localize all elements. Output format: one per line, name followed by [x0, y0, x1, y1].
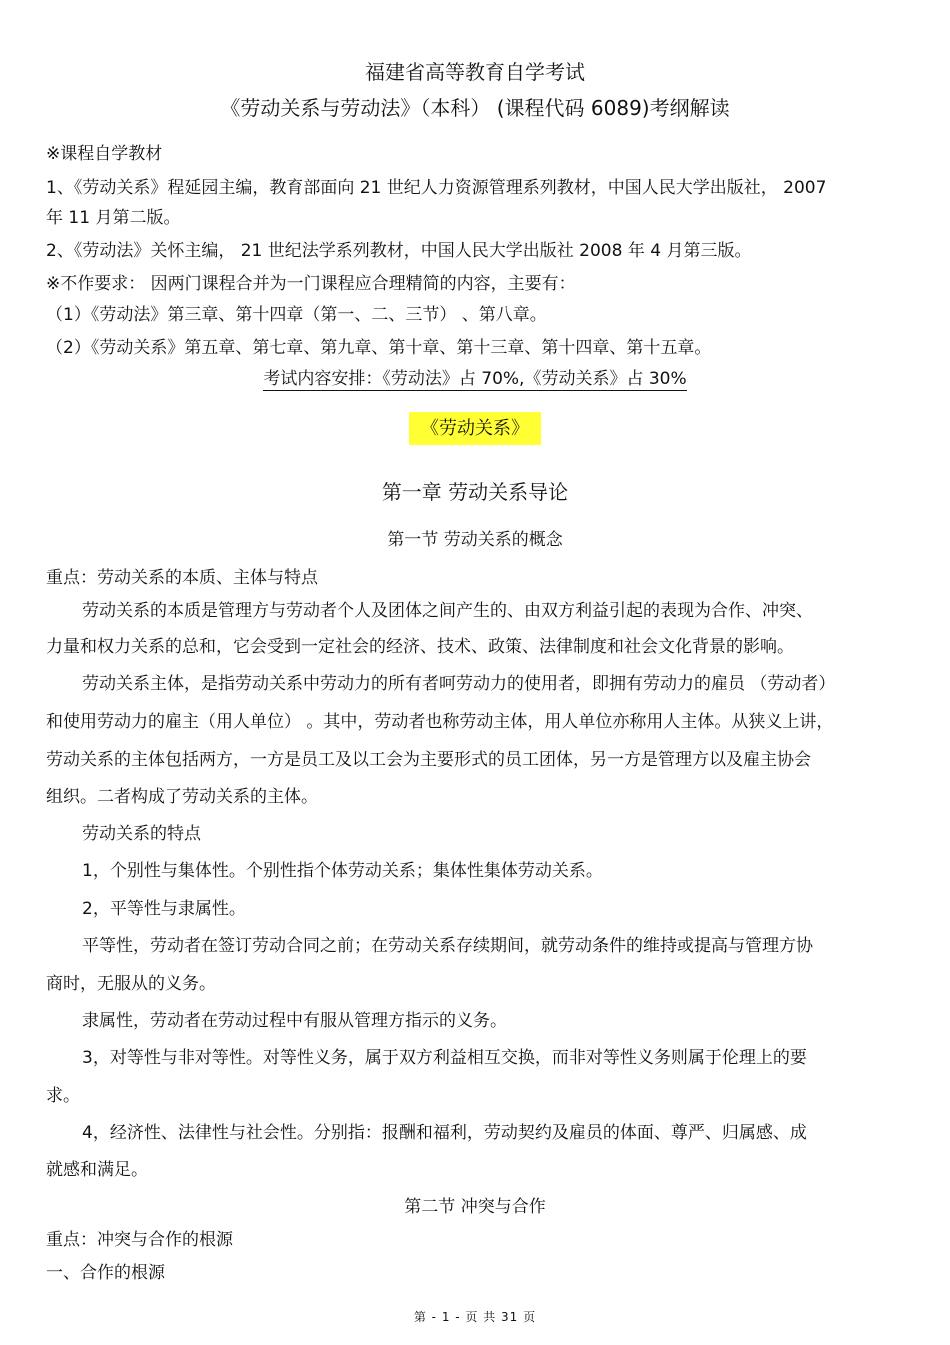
paragraph-subject-line-4: 组织。二者构成了劳动关系的主体。: [46, 787, 318, 807]
feature-3-line-1: 3，对等性与非对等性。对等性义务，属于双方利益相互交换，而非对等性义务则属于伦理上的要: [82, 1048, 807, 1068]
part-label-highlight: 《劳动关系》: [409, 412, 541, 445]
features-heading: 劳动关系的特点: [82, 824, 201, 844]
section-2-title: 第二节 冲突与合作: [404, 1197, 546, 1217]
chapter-title: 第一章 劳动关系导论: [381, 480, 569, 504]
feature-2-equality-line-2: 商时，无服从的义务。: [46, 974, 216, 994]
section-2-key-points: 重点：冲突与合作的根源: [46, 1230, 233, 1250]
textbook-1-line-1: 1、《劳动关系》程延园主编，教育部面向 21 世纪人力资源管理系列教材，中国人民大学出版社， 2007: [46, 178, 827, 198]
document-title: 福建省高等教育自学考试: [365, 60, 585, 84]
feature-2-equality-line-1: 平等性，劳动者在签订劳动合同之前；在劳动关系存续期间，就劳动条件的维持或提高与管理方协: [82, 936, 813, 956]
paragraph-subject-line-2: 和使用劳动力的雇主（用人单位） 。其中，劳动者也称劳动主体，用人单位亦称用人主体。从狭义上讲，: [46, 712, 834, 732]
exam-arrangement-wrapper: [0, 369, 950, 389]
feature-2: 2，平等性与隶属性。: [82, 899, 246, 919]
exam-arrangement: 考试内容安排：《劳动法》占 70%,《劳动关系》占 30%: [263, 369, 687, 389]
feature-1: 1，个别性与集体性。个别性指个体劳动关系；集体性集体劳动关系。: [82, 861, 603, 881]
feature-4-line-2: 就感和满足。: [46, 1160, 148, 1180]
paragraph-subject-line-1: 劳动关系主体，是指劳动关系中劳动力的所有者呵劳动力的使用者，即拥有劳动力的雇员 （劳动者）: [82, 674, 836, 694]
paragraph-subject-line-3: 劳动关系的主体包括两方，一方是员工及以工会为主要形式的员工团体，另一方是管理方以及雇主协会: [46, 750, 811, 770]
textbook-2: 2、《劳动法》关怀主编， 21 世纪法学系列教材，中国人民大学出版社 2008 年 4 月第三版。: [46, 241, 752, 261]
exclusion-item-2: （2）《劳动关系》第五章、第七章、第九章、第十章、第十三章、第十四章、第十五章。: [46, 338, 712, 358]
textbook-1-line-2: 年 11 月第二版。: [46, 208, 181, 228]
paragraph-essence-line-2: 力量和权力关系的总和，它会受到一定社会的经济、技术、政策、法律制度和社会文化背景的影响。: [46, 637, 794, 657]
feature-4-line-1: 4，经济性、法律性与社会性。分别指：报酬和福利，劳动契约及雇员的体面、尊严、归属感、成: [82, 1123, 807, 1143]
page-footer: 第 - 1 - 页 共 31 页: [413, 1310, 537, 1324]
exclusion-note: ※不作要求： 因两门课程合并为一门课程应合理精简的内容，主要有：: [46, 274, 576, 294]
feature-3-line-2: 求。: [46, 1086, 80, 1106]
textbooks-heading: ※课程自学教材: [46, 144, 163, 164]
exclusion-item-1: （1）《劳动法》第三章、第十四章（第一、二、三节） 、第八章。: [46, 305, 547, 325]
paragraph-essence-line-1: 劳动关系的本质是管理方与劳动者个人及团体之间产生的、由双方利益引起的表现为合作、冲突、: [82, 601, 813, 621]
section-1-title: 第一节 劳动关系的概念: [387, 530, 563, 550]
feature-2-subordination: 隶属性，劳动者在劳动过程中有服从管理方指示的义务。: [82, 1011, 507, 1031]
section-2-subheading: 一、合作的根源: [46, 1263, 165, 1283]
document-subtitle: 《劳动关系与劳动法》（本科） (课程代码 6089)考纲解读: [220, 96, 730, 120]
section-1-key-points: 重点：劳动关系的本质、主体与特点: [46, 568, 318, 588]
